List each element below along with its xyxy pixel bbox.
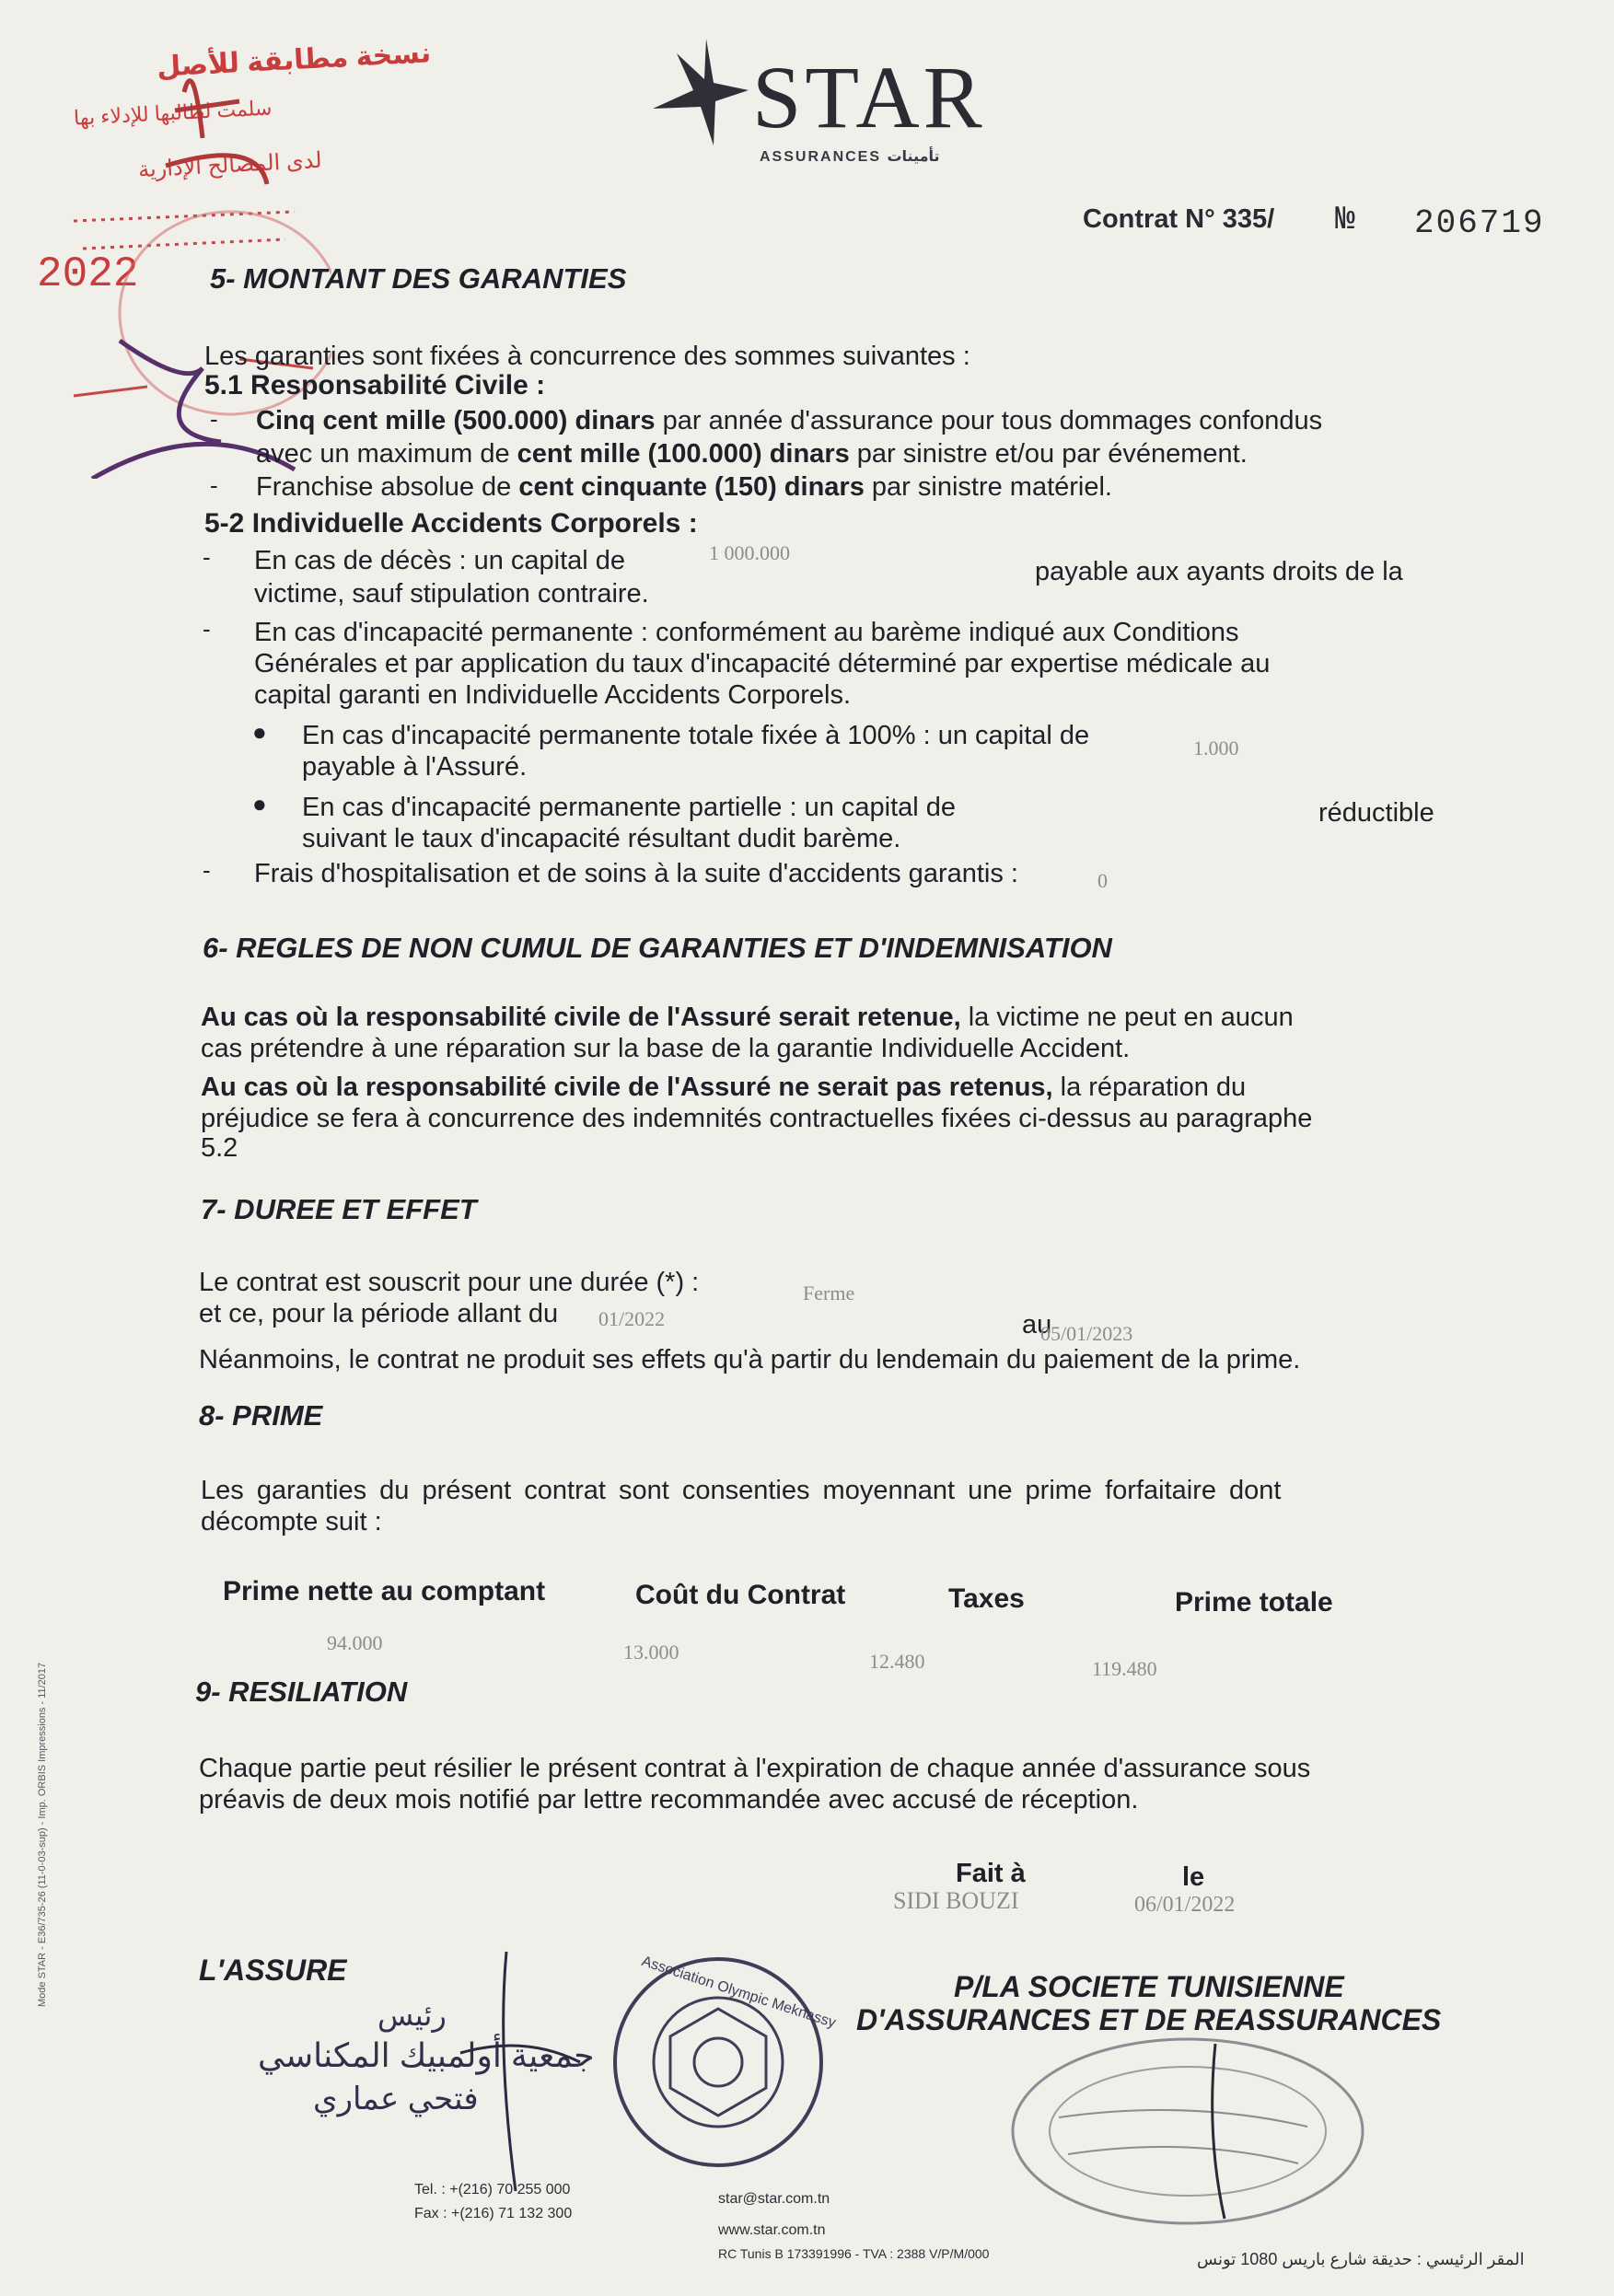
ip-line-1: En cas d'incapacité permanente : conformément au barème indiqué aux Conditions: [254, 618, 1239, 647]
footer-rc: RC Tunis B 173391996 - TVA : 2388 V/P/M/000: [718, 2246, 990, 2261]
ip-line-3: capital garanti en Individuelle Accidents Corporels.: [254, 680, 852, 710]
prime-table-header: Coût du Contrat: [635, 1580, 846, 1610]
ipp-line-2: suivant le taux d'incapacité résultant dudit barème.: [302, 824, 901, 853]
deces-beneficiaries: payable aux ayants droits de la: [1035, 557, 1403, 586]
prime-nette-value: 94.000: [327, 1631, 383, 1654]
assure-signature: [442, 1942, 589, 2200]
periode-from: 01/2022: [598, 1307, 666, 1330]
contract-no-symbol: №: [1335, 201, 1357, 238]
duree-label: Le contrat est souscrit pour une durée (*) :: [199, 1268, 700, 1297]
assure-stamp-line: فتحي عماري: [313, 2081, 479, 2116]
ipp-reductible: réductible: [1318, 798, 1434, 828]
club-stamp: [608, 1952, 838, 2173]
prime-totale-value: 119.480: [1092, 1657, 1157, 1680]
resiliation-p2: préavis de deux mois notifié par lettre recommandée avec accusé de réception.: [199, 1785, 1139, 1815]
societe-label-1: P/LA SOCIETE TUNISIENNE: [954, 1970, 1344, 2003]
prime-table-header: Prime totale: [1175, 1587, 1333, 1618]
star-logo: [649, 28, 1036, 175]
company-stamp: [1004, 2025, 1372, 2237]
bullet: -: [203, 543, 211, 571]
logo-subtitle: ASSURANCES تأمينات: [760, 149, 940, 165]
ipt-capital: 1.000: [1193, 736, 1239, 760]
ipt-line-2: payable à l'Assuré.: [302, 752, 528, 782]
footer-address: المقر الرئيسي : حديقة شارع باريس 1080 تونس: [1197, 2250, 1525, 2268]
deces-capital: 1 000.000: [709, 541, 790, 564]
side-note: Mode STAR - E36/735-26 (11-0-03-sup) - Imp. ORBIS Impressions - 11/2017: [37, 1662, 48, 2007]
cout-contrat-value: 13.000: [623, 1641, 679, 1664]
stamp-line: سلمت لطالبها للإدلاء بها: [73, 96, 273, 130]
prime-table-header: Taxes: [948, 1583, 1025, 1614]
section-title: 8- PRIME: [199, 1399, 323, 1432]
ipt-line-1: En cas d'incapacité permanente totale fixée à 100% : un capital de: [302, 721, 1090, 750]
assure-stamp-line: رئيس: [377, 1999, 447, 2032]
s51-line-3: Franchise absolue de cent cinquante (150) dinars par sinistre matériel.: [256, 472, 1112, 502]
s6-p2-line-2: préjudice se fera à concurrence des indemnités contractuelles fixées ci-dessus au paragraphe: [201, 1104, 1313, 1133]
fait-a-label: Fait à: [956, 1859, 1026, 1888]
stamp-line: لدى المصالح الإدارية: [137, 147, 323, 183]
contract-number: 206719: [1414, 204, 1545, 242]
bullet: -: [203, 856, 211, 884]
societe-label-2: D'ASSURANCES ET DE REASSURANCES: [856, 2003, 1442, 2036]
s6-p1-line-1: Au cas où la responsabilité civile de l'Assuré serait retenue, la victime ne peut en aucun: [201, 1003, 1294, 1032]
periode-to: 05/01/2023: [1040, 1322, 1133, 1345]
ipp-line-1: En cas d'incapacité permanente partielle : un capital de: [302, 793, 957, 822]
prime-p1: Les garanties du présent contrat sont consenties moyennant une prime forfaitaire dont: [201, 1476, 1282, 1505]
bullet: -: [210, 405, 218, 433]
s51-title: 5.1 Responsabilité Civile :: [204, 370, 546, 400]
section-title: 9- RESILIATION: [195, 1676, 408, 1708]
effet-line: Néanmoins, le contrat ne produit ses effets qu'à partir du lendemain du paiement de la prime.: [199, 1345, 1301, 1374]
frais-line: Frais d'hospitalisation et de soins à la suite d'accidents garantis :: [254, 859, 1018, 888]
s51-line-1: Cinq cent mille (500.000) dinars par année d'assurance pour tous dommages confondus: [256, 406, 1323, 435]
s6-p2-line-3: 5.2: [201, 1133, 238, 1163]
footer-email: star@star.com.tn: [718, 2191, 830, 2207]
assure-label: L'ASSURE: [199, 1954, 347, 1987]
section-title: 5- MONTANT DES GARANTIES: [210, 262, 627, 295]
bullet: -: [203, 615, 211, 643]
deces-label: En cas de décès : un capital de: [254, 546, 626, 575]
stamp-line: نسخة مطابقة للأصل: [156, 38, 432, 83]
s5-intro: Les garanties sont fixées à concurrence des sommes suivantes :: [204, 342, 970, 371]
fait-a-value: SIDI BOUZI: [893, 1887, 1019, 1914]
taxes-value: 12.480: [869, 1650, 925, 1673]
bullet: -: [210, 471, 218, 499]
periode-au: au: [1022, 1310, 1052, 1339]
le-label: le: [1182, 1862, 1205, 1892]
star-icon: [649, 37, 750, 147]
resiliation-p1: Chaque partie peut résilier le présent contrat à l'expiration de chaque année d'assurance sous: [199, 1754, 1311, 1783]
prime-table-header: Prime nette au comptant: [223, 1576, 546, 1606]
prime-p2: décompte suit :: [201, 1507, 382, 1536]
s51-line-2: avec un maximum de cent mille (100.000) dinars par sinistre et/ou par événement.: [256, 439, 1248, 469]
periode-label: et ce, pour la période allant du: [199, 1299, 559, 1328]
bullet-dot: ●: [252, 718, 267, 746]
frais-value: 0: [1097, 869, 1108, 892]
footer-fax: Fax : +(216) 71 132 300: [414, 2206, 573, 2221]
logo-name: STAR: [752, 48, 986, 146]
s6-p1-line-2: cas prétendre à une réparation sur la base de la garantie Individuelle Accident.: [201, 1034, 1131, 1063]
ip-line-2: Générales et par application du taux d'incapacité déterminé par expertise médicale au: [254, 649, 1271, 678]
club-stamp-text: Association Olympic Meknassy: [639, 1954, 838, 2032]
footer-web: www.star.com.tn: [718, 2222, 826, 2238]
section-title: 7- DUREE ET EFFET: [201, 1193, 477, 1225]
le-value: 06/01/2022: [1134, 1893, 1236, 1917]
s52-title: 5-2 Individuelle Accidents Corporels :: [204, 508, 698, 539]
deces-line-2: victime, sauf stipulation contraire.: [254, 579, 649, 609]
section-title: 6- REGLES DE NON CUMUL DE GARANTIES ET D'INDEMNISATION: [203, 932, 1112, 964]
contract-label: Contrat N° 335/: [1083, 204, 1275, 234]
bullet-dot: ●: [252, 790, 267, 818]
duree-value: Ferme: [803, 1281, 855, 1305]
footer-tel: Tel. : +(216) 70 255 000: [414, 2182, 571, 2197]
stamp-date: 2022: [37, 250, 139, 298]
assure-stamp-line: جمعية أولمبيك المكناسي: [258, 2036, 595, 2074]
s6-p2-line-1: Au cas où la responsabilité civile de l'Assuré ne serait pas retenus, la réparation du: [201, 1073, 1247, 1102]
